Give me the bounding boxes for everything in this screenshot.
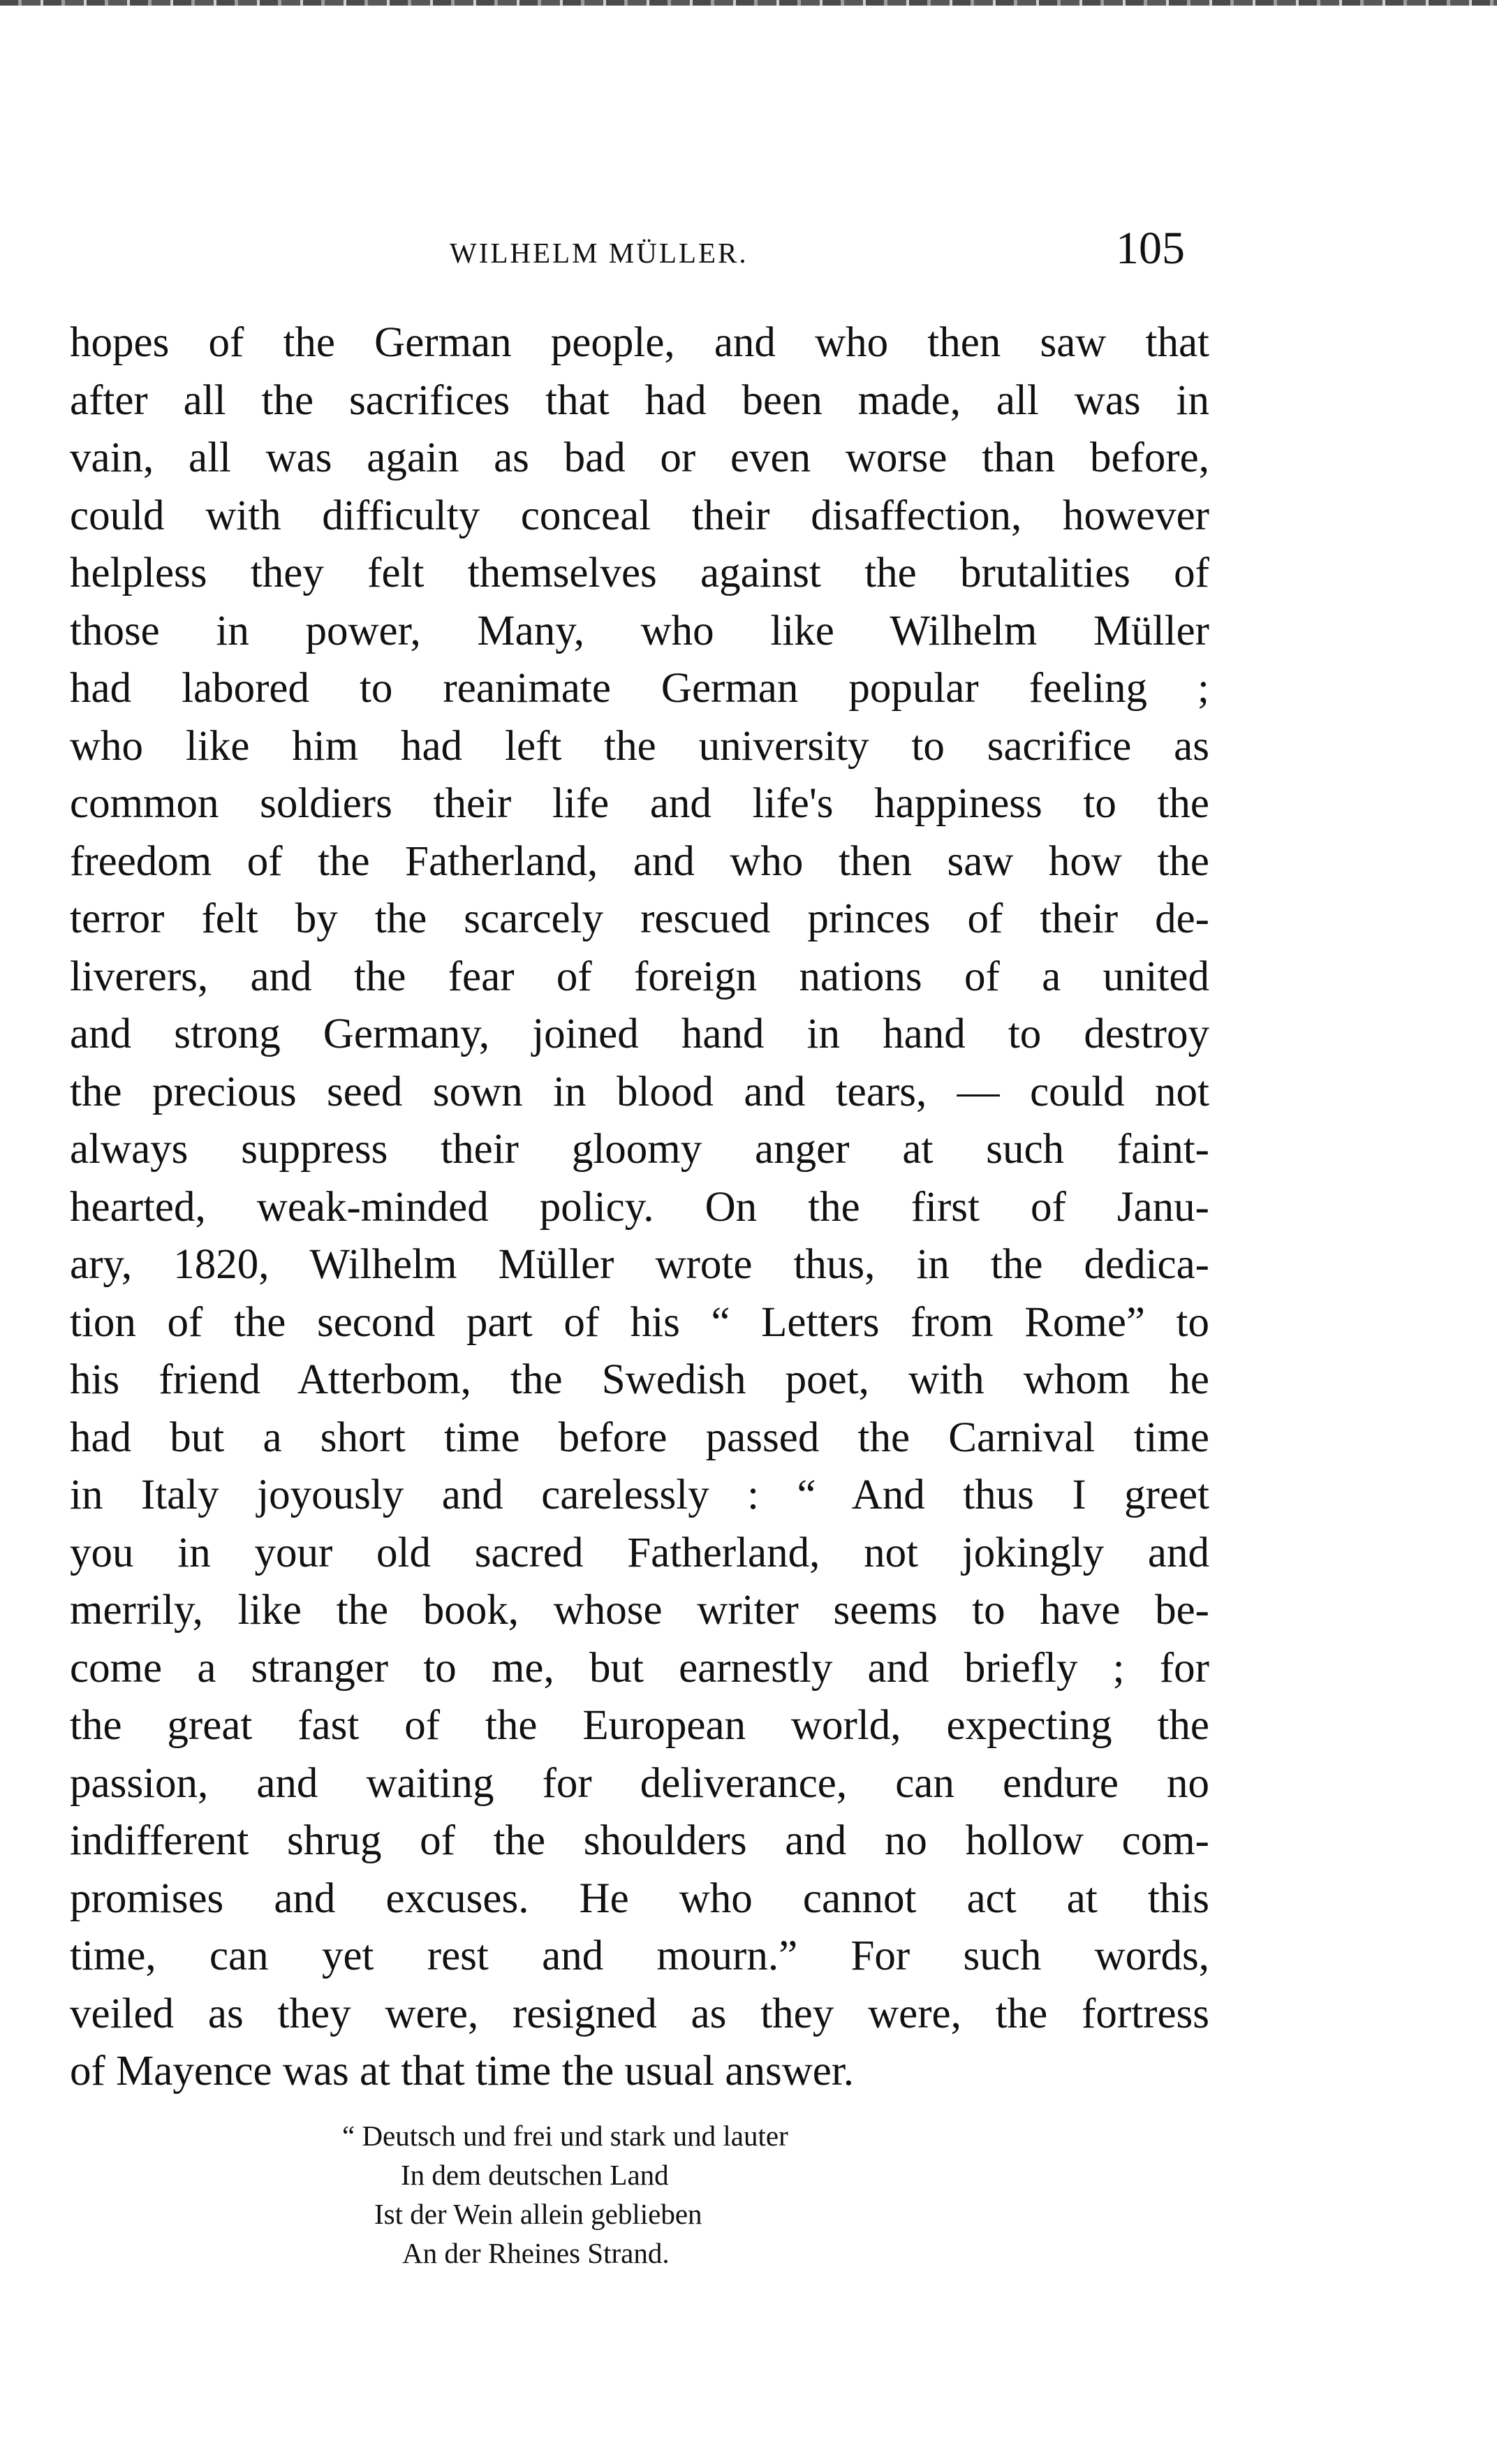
page-number: 105 (1116, 223, 1185, 274)
text-line: could with difficulty conceal their disaffection, however (70, 492, 1209, 539)
verse-quotation (342, 2116, 971, 2273)
text-line: time, can yet rest and mourn.” For such words, (70, 1933, 1209, 1979)
text-line: had but a short time before passed the Carnival time (70, 1414, 1209, 1461)
text-line: promises and excuses. He who cannot act at this (70, 1875, 1209, 1922)
text-line: those in power, Many, who like Wilhelm Müller (70, 607, 1209, 654)
body-paragraph (70, 314, 1209, 2101)
text-line: hopes of the German people, and who then saw that (70, 319, 1209, 366)
text-line: who like him had left the university to sacrifice as (70, 722, 1209, 770)
text-line: in Italy joyously and carelessly : “ And thus I greet (70, 1472, 1209, 1518)
text-line: had labored to reanimate German popular feeling ; (70, 665, 1209, 712)
text-line: freedom of the Fatherland, and who then saw how the (70, 837, 1209, 885)
text-line: hearted, weak-minded policy. On the first of Janu- (70, 1183, 1209, 1231)
text-line: liverers, and the fear of foreign nations of a united (70, 953, 1209, 1000)
text-line: and strong Germany, joined hand in hand to destroy (70, 1011, 1209, 1057)
verse-line: In dem deutschen Land (401, 2159, 669, 2191)
verse-line: “ Deutsch und frei und stark und lauter (342, 2120, 788, 2152)
text-line: his friend Atterbom, the Swedish poet, with whom he (70, 1356, 1209, 1403)
text-line: the precious seed sown in blood and tears, — could not (70, 1068, 1209, 1115)
page-header (70, 222, 1201, 299)
text-line: common soldiers their life and life's happiness to the (70, 780, 1209, 827)
page-top-edge (0, 0, 1497, 6)
text-line: always suppress their gloomy anger at such faint- (70, 1126, 1209, 1173)
text-line: helpless they felt themselves against the brutalities of (70, 550, 1209, 596)
text-line: tion of the second part of his “ Letters from Rome” to (70, 1298, 1209, 1346)
text-line: vain, all was again as bad or even worse than before, (70, 434, 1209, 481)
verse-line: An der Rheines Strand. (402, 2237, 670, 2269)
text-line: terror felt by the scarcely rescued princes of their de- (70, 895, 1209, 942)
text-line: come a stranger to me, but earnestly and briefly ; for (70, 1644, 1209, 1692)
text-line-last: of Mayence was at that time the usual answer. (70, 2048, 855, 2095)
running-title: WILHELM MÜLLER. (450, 237, 748, 269)
text-line: you in your old sacred Fatherland, not jokingly and (70, 1529, 1209, 1576)
text-line: merrily, like the book, whose writer seems to have be- (70, 1587, 1209, 1634)
text-line: the great fast of the European world, expecting the (70, 1702, 1209, 1749)
text-line: veiled as they were, resigned as they were, the fortress (70, 1990, 1209, 2037)
verse-line: Ist der Wein allein geblieben (374, 2198, 702, 2230)
text-line: passion, and waiting for deliverance, can endure no (70, 1759, 1209, 1807)
text-line: ary, 1820, Wilhelm Müller wrote thus, in the dedica- (70, 1241, 1209, 1288)
text-line: after all the sacrifices that had been made, all was in (70, 376, 1209, 424)
text-line: indifferent shrug of the shoulders and no hollow com- (70, 1817, 1209, 1864)
